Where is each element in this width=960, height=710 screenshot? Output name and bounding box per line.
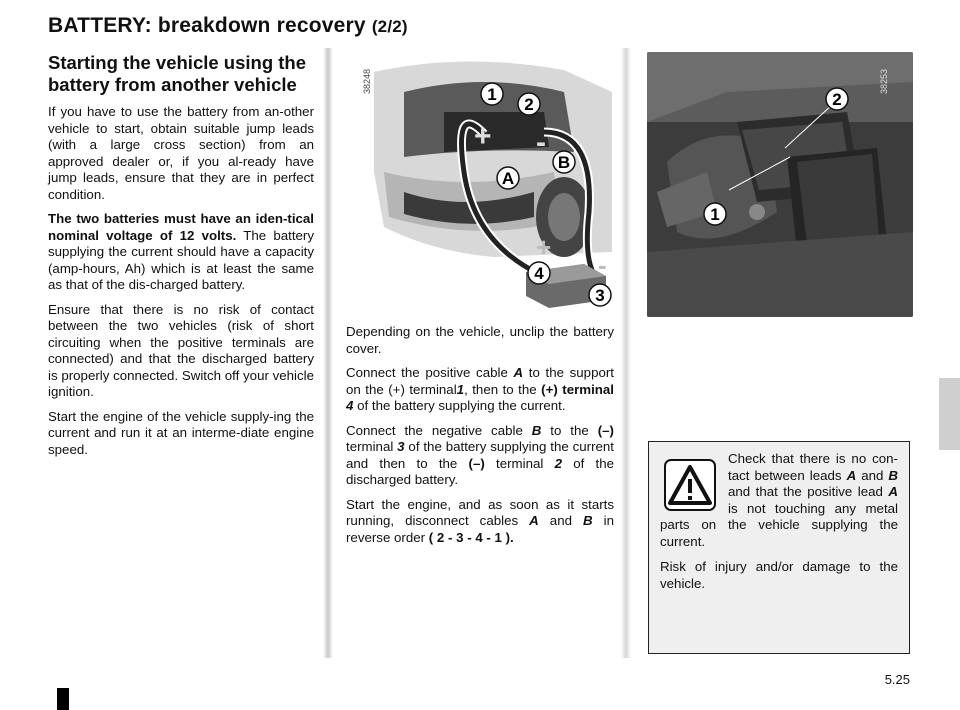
car-minus-sign: -	[536, 126, 546, 159]
svg-text:A: A	[501, 169, 515, 188]
car-plus-sign: +	[474, 120, 492, 153]
paragraph-start-engine: Start the engine of the vehicle supply-ing the current and run it at an interme-diate engine speed.	[48, 408, 314, 457]
middle-column	[346, 324, 614, 554]
callout-1	[481, 83, 503, 105]
warning-triangle-icon	[664, 459, 716, 511]
jump-start-illustration	[344, 52, 612, 317]
callout-3	[589, 284, 611, 306]
callout-A	[497, 167, 519, 189]
callout-1	[704, 203, 726, 225]
battery-plus-sign: +	[536, 232, 552, 262]
jump-start-illustration-svg	[344, 52, 612, 317]
callout-4	[528, 262, 550, 284]
callout-2	[826, 88, 848, 110]
svg-text:2: 2	[832, 90, 842, 109]
figure-reference: 38248	[362, 68, 372, 94]
warning-text-risk: Risk of injury and/or damage to the vehicle.	[660, 559, 898, 591]
figure-reference: 38253	[879, 68, 889, 94]
page-title-suffix: (2/2)	[371, 17, 408, 36]
page-title	[48, 14, 408, 38]
column-divider	[323, 48, 333, 658]
svg-text:B: B	[557, 153, 571, 172]
page-title-text: BATTERY: breakdown recovery	[48, 14, 366, 37]
chapter-thumb-tab	[939, 378, 960, 450]
voltage-text: The battery supplying the current should have a capacity (amp-hours, Ah) which is at least the same as that of the dis-charged battery.	[48, 227, 314, 292]
callout-B	[553, 151, 575, 173]
svg-text:1: 1	[710, 205, 720, 224]
svg-text:1: 1	[487, 85, 497, 104]
left-column	[48, 52, 314, 466]
page-corner-mark	[57, 688, 69, 710]
svg-text:2: 2	[524, 95, 534, 114]
warning-text-contact: Check that there is no con-tact between leads A and B and that the positive lead A is not touching any metal parts on the vehicle supplying the current.	[660, 451, 899, 549]
paragraph-negative-cable: Connect the negative cable B to the (–) terminal 3 of the battery supplying the current and then to the (–) terminal 2 of the discharged battery.	[346, 422, 614, 487]
paragraph-jump-leads: If you have to use the battery from an-other vehicle to start, obtain suitable jump leads (with a large cross section) from an approved dealer or, if you al-ready have jump leads, ensure that they are in perfect condition.	[48, 104, 314, 202]
voltage-warning-bold: The two batteries must have an iden-tical nominal voltage of 12 volts.	[48, 211, 314, 243]
engine-bay-photo-svg	[647, 52, 913, 317]
paragraph-short-circuit: Ensure that there is no risk of contact between the two vehicles (risk of short circuiting when the positive terminals are connected) and that the discharged battery is properly connected. Switch off your vehicle ignition.	[48, 301, 314, 399]
column-divider	[621, 48, 631, 658]
callout-2	[518, 93, 540, 115]
paragraph-unclip: Depending on the vehicle, unclip the battery cover.	[346, 324, 614, 356]
svg-text:4: 4	[534, 264, 544, 283]
paragraph-positive-cable: Connect the positive cable A to the support on the (+) terminal1, then to the (+) terminal 4 of the battery supplying the current.	[346, 365, 614, 413]
paragraph-voltage	[48, 211, 314, 294]
paragraph-disconnect: Start the engine, and as soon as it starts running, disconnect cables A and B in reverse order ( 2 - 3 - 4 - 1 ).	[346, 496, 615, 545]
engine-bay-photo	[647, 52, 913, 317]
svg-text:3: 3	[595, 286, 605, 305]
warning-box	[648, 441, 910, 654]
page-number: 5.25	[884, 672, 910, 687]
battery-minus-sign: -	[598, 250, 607, 280]
section-heading: Starting the vehicle using the battery from another vehicle	[48, 52, 307, 95]
